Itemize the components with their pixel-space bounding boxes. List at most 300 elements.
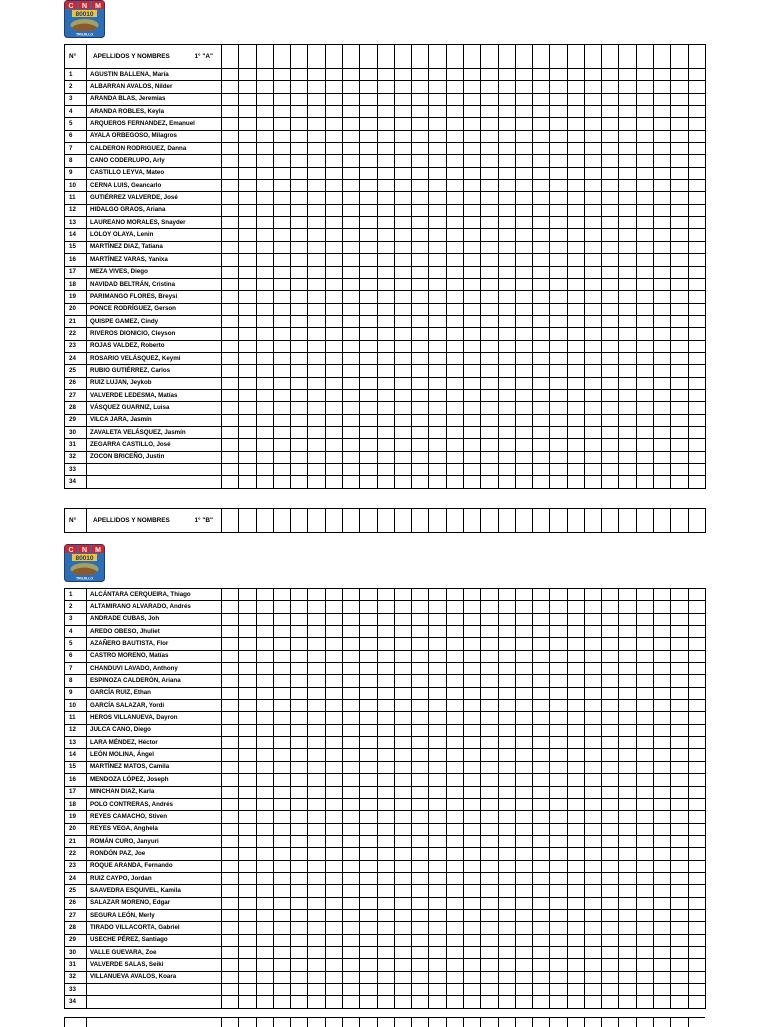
- grade-cell[interactable]: [636, 414, 653, 426]
- grade-cell[interactable]: [429, 377, 446, 389]
- grade-cell[interactable]: [325, 712, 342, 724]
- grade-cell[interactable]: [550, 81, 567, 93]
- grade-cell[interactable]: [342, 451, 359, 463]
- grade-cell[interactable]: [256, 626, 273, 638]
- grade-cell[interactable]: [463, 130, 480, 142]
- grade-cell[interactable]: [394, 700, 411, 712]
- grade-cell[interactable]: [222, 45, 239, 69]
- grade-cell[interactable]: [533, 130, 550, 142]
- grade-cell[interactable]: [412, 45, 429, 69]
- grade-cell[interactable]: [239, 860, 256, 872]
- grade-cell[interactable]: [567, 254, 584, 266]
- grade-cell[interactable]: [515, 601, 532, 613]
- grade-cell[interactable]: [256, 192, 273, 204]
- grade-cell[interactable]: [394, 959, 411, 971]
- grade-cell[interactable]: [533, 278, 550, 290]
- grade-cell[interactable]: [377, 687, 394, 699]
- grade-cell[interactable]: [325, 835, 342, 847]
- grade-cell[interactable]: [291, 650, 308, 662]
- grade-cell[interactable]: [481, 389, 498, 401]
- grade-cell[interactable]: [360, 217, 377, 229]
- grade-cell[interactable]: [654, 389, 671, 401]
- grade-cell[interactable]: [273, 389, 290, 401]
- grade-cell[interactable]: [360, 1018, 377, 1027]
- grade-cell[interactable]: [584, 786, 601, 798]
- grade-cell[interactable]: [342, 996, 359, 1008]
- grade-cell[interactable]: [429, 675, 446, 687]
- grade-cell[interactable]: [222, 687, 239, 699]
- grade-cell[interactable]: [463, 885, 480, 897]
- grade-cell[interactable]: [533, 860, 550, 872]
- grade-cell[interactable]: [654, 897, 671, 909]
- grade-cell[interactable]: [291, 315, 308, 327]
- grade-cell[interactable]: [463, 180, 480, 192]
- grade-cell[interactable]: [446, 69, 463, 81]
- grade-cell[interactable]: [446, 81, 463, 93]
- grade-cell[interactable]: [273, 971, 290, 983]
- grade-cell[interactable]: [342, 675, 359, 687]
- grade-cell[interactable]: [533, 254, 550, 266]
- grade-cell[interactable]: [463, 352, 480, 364]
- grade-cell[interactable]: [498, 811, 515, 823]
- grade-cell[interactable]: [550, 106, 567, 118]
- grade-cell[interactable]: [394, 675, 411, 687]
- grade-cell[interactable]: [394, 118, 411, 130]
- grade-cell[interactable]: [619, 737, 636, 749]
- grade-cell[interactable]: [446, 340, 463, 352]
- grade-cell[interactable]: [688, 984, 705, 996]
- grade-cell[interactable]: [222, 81, 239, 93]
- grade-cell[interactable]: [256, 996, 273, 1008]
- grade-cell[interactable]: [498, 749, 515, 761]
- grade-cell[interactable]: [342, 737, 359, 749]
- grade-cell[interactable]: [222, 860, 239, 872]
- grade-cell[interactable]: [377, 303, 394, 315]
- grade-cell[interactable]: [377, 130, 394, 142]
- grade-cell[interactable]: [481, 81, 498, 93]
- grade-cell[interactable]: [515, 971, 532, 983]
- grade-cell[interactable]: [567, 872, 584, 884]
- grade-cell[interactable]: [446, 712, 463, 724]
- grade-cell[interactable]: [325, 860, 342, 872]
- grade-cell[interactable]: [584, 155, 601, 167]
- grade-cell[interactable]: [239, 626, 256, 638]
- grade-cell[interactable]: [429, 724, 446, 736]
- grade-cell[interactable]: [394, 984, 411, 996]
- grade-cell[interactable]: [654, 909, 671, 921]
- grade-cell[interactable]: [688, 509, 705, 533]
- grade-cell[interactable]: [360, 143, 377, 155]
- grade-cell[interactable]: [636, 638, 653, 650]
- grade-cell[interactable]: [360, 45, 377, 69]
- grade-cell[interactable]: [308, 81, 325, 93]
- grade-cell[interactable]: [222, 377, 239, 389]
- grade-cell[interactable]: [688, 946, 705, 958]
- grade-cell[interactable]: [239, 352, 256, 364]
- grade-cell[interactable]: [515, 315, 532, 327]
- grade-cell[interactable]: [567, 737, 584, 749]
- grade-cell[interactable]: [636, 451, 653, 463]
- grade-cell[interactable]: [377, 69, 394, 81]
- grade-cell[interactable]: [533, 811, 550, 823]
- grade-cell[interactable]: [308, 700, 325, 712]
- grade-cell[interactable]: [222, 143, 239, 155]
- grade-cell[interactable]: [429, 909, 446, 921]
- grade-cell[interactable]: [377, 811, 394, 823]
- grade-cell[interactable]: [619, 909, 636, 921]
- grade-cell[interactable]: [584, 130, 601, 142]
- grade-cell[interactable]: [636, 811, 653, 823]
- grade-cell[interactable]: [394, 712, 411, 724]
- grade-cell[interactable]: [463, 402, 480, 414]
- grade-cell[interactable]: [394, 439, 411, 451]
- grade-cell[interactable]: [412, 761, 429, 773]
- grade-cell[interactable]: [602, 426, 619, 438]
- grade-cell[interactable]: [584, 749, 601, 761]
- grade-cell[interactable]: [342, 155, 359, 167]
- grade-cell[interactable]: [394, 143, 411, 155]
- grade-cell[interactable]: [325, 241, 342, 253]
- grade-cell[interactable]: [394, 909, 411, 921]
- grade-cell[interactable]: [429, 180, 446, 192]
- grade-cell[interactable]: [256, 650, 273, 662]
- grade-cell[interactable]: [412, 934, 429, 946]
- grade-cell[interactable]: [222, 774, 239, 786]
- grade-cell[interactable]: [222, 340, 239, 352]
- grade-cell[interactable]: [308, 315, 325, 327]
- grade-cell[interactable]: [256, 377, 273, 389]
- grade-cell[interactable]: [412, 464, 429, 476]
- grade-cell[interactable]: [654, 934, 671, 946]
- grade-cell[interactable]: [256, 749, 273, 761]
- grade-cell[interactable]: [654, 737, 671, 749]
- grade-cell[interactable]: [394, 167, 411, 179]
- grade-cell[interactable]: [360, 509, 377, 533]
- grade-cell[interactable]: [222, 909, 239, 921]
- grade-cell[interactable]: [291, 984, 308, 996]
- grade-cell[interactable]: [515, 439, 532, 451]
- grade-cell[interactable]: [602, 687, 619, 699]
- grade-cell[interactable]: [222, 922, 239, 934]
- grade-cell[interactable]: [273, 774, 290, 786]
- grade-cell[interactable]: [412, 167, 429, 179]
- grade-cell[interactable]: [671, 254, 688, 266]
- grade-cell[interactable]: [446, 638, 463, 650]
- grade-cell[interactable]: [636, 229, 653, 241]
- grade-cell[interactable]: [481, 266, 498, 278]
- grade-cell[interactable]: [429, 774, 446, 786]
- grade-cell[interactable]: [567, 589, 584, 601]
- grade-cell[interactable]: [377, 712, 394, 724]
- grade-cell[interactable]: [654, 414, 671, 426]
- grade-cell[interactable]: [325, 909, 342, 921]
- grade-cell[interactable]: [498, 192, 515, 204]
- grade-cell[interactable]: [567, 1018, 584, 1027]
- grade-cell[interactable]: [360, 798, 377, 810]
- grade-cell[interactable]: [239, 229, 256, 241]
- grade-cell[interactable]: [394, 872, 411, 884]
- grade-cell[interactable]: [325, 303, 342, 315]
- grade-cell[interactable]: [412, 848, 429, 860]
- grade-cell[interactable]: [360, 167, 377, 179]
- grade-cell[interactable]: [256, 118, 273, 130]
- grade-cell[interactable]: [273, 848, 290, 860]
- grade-cell[interactable]: [273, 663, 290, 675]
- grade-cell[interactable]: [533, 786, 550, 798]
- grade-cell[interactable]: [688, 823, 705, 835]
- grade-cell[interactable]: [463, 675, 480, 687]
- grade-cell[interactable]: [463, 241, 480, 253]
- grade-cell[interactable]: [567, 724, 584, 736]
- grade-cell[interactable]: [291, 885, 308, 897]
- grade-cell[interactable]: [342, 254, 359, 266]
- grade-cell[interactable]: [446, 774, 463, 786]
- grade-cell[interactable]: [256, 389, 273, 401]
- grade-cell[interactable]: [671, 601, 688, 613]
- grade-cell[interactable]: [671, 984, 688, 996]
- grade-cell[interactable]: [602, 204, 619, 216]
- grade-cell[interactable]: [446, 426, 463, 438]
- grade-cell[interactable]: [377, 389, 394, 401]
- grade-cell[interactable]: [239, 848, 256, 860]
- grade-cell[interactable]: [584, 464, 601, 476]
- grade-cell[interactable]: [550, 340, 567, 352]
- grade-cell[interactable]: [584, 180, 601, 192]
- grade-cell[interactable]: [463, 909, 480, 921]
- grade-cell[interactable]: [515, 650, 532, 662]
- grade-cell[interactable]: [429, 823, 446, 835]
- grade-cell[interactable]: [342, 266, 359, 278]
- grade-cell[interactable]: [222, 996, 239, 1008]
- grade-cell[interactable]: [412, 663, 429, 675]
- grade-cell[interactable]: [273, 476, 290, 488]
- grade-cell[interactable]: [325, 786, 342, 798]
- grade-cell[interactable]: [325, 774, 342, 786]
- grade-cell[interactable]: [550, 613, 567, 625]
- grade-cell[interactable]: [515, 700, 532, 712]
- grade-cell[interactable]: [446, 922, 463, 934]
- grade-cell[interactable]: [636, 402, 653, 414]
- grade-cell[interactable]: [636, 589, 653, 601]
- grade-cell[interactable]: [394, 737, 411, 749]
- grade-cell[interactable]: [498, 872, 515, 884]
- grade-cell[interactable]: [446, 996, 463, 1008]
- grade-cell[interactable]: [567, 749, 584, 761]
- grade-cell[interactable]: [291, 737, 308, 749]
- grade-cell[interactable]: [498, 130, 515, 142]
- grade-cell[interactable]: [636, 946, 653, 958]
- grade-cell[interactable]: [654, 315, 671, 327]
- grade-cell[interactable]: [654, 402, 671, 414]
- grade-cell[interactable]: [256, 811, 273, 823]
- grade-cell[interactable]: [222, 167, 239, 179]
- grade-cell[interactable]: [308, 811, 325, 823]
- grade-cell[interactable]: [498, 414, 515, 426]
- grade-cell[interactable]: [325, 724, 342, 736]
- grade-cell[interactable]: [515, 613, 532, 625]
- grade-cell[interactable]: [239, 451, 256, 463]
- grade-cell[interactable]: [273, 180, 290, 192]
- grade-cell[interactable]: [550, 278, 567, 290]
- grade-cell[interactable]: [550, 402, 567, 414]
- grade-cell[interactable]: [256, 167, 273, 179]
- grade-cell[interactable]: [412, 798, 429, 810]
- grade-cell[interactable]: [446, 823, 463, 835]
- grade-cell[interactable]: [498, 155, 515, 167]
- grade-cell[interactable]: [533, 946, 550, 958]
- grade-cell[interactable]: [256, 724, 273, 736]
- grade-cell[interactable]: [463, 811, 480, 823]
- grade-cell[interactable]: [291, 106, 308, 118]
- grade-cell[interactable]: [515, 464, 532, 476]
- grade-cell[interactable]: [325, 946, 342, 958]
- grade-cell[interactable]: [429, 414, 446, 426]
- grade-cell[interactable]: [533, 143, 550, 155]
- grade-cell[interactable]: [377, 761, 394, 773]
- grade-cell[interactable]: [654, 130, 671, 142]
- grade-cell[interactable]: [360, 934, 377, 946]
- grade-cell[interactable]: [429, 45, 446, 69]
- grade-cell[interactable]: [308, 303, 325, 315]
- grade-cell[interactable]: [602, 389, 619, 401]
- grade-cell[interactable]: [394, 761, 411, 773]
- grade-cell[interactable]: [463, 946, 480, 958]
- grade-cell[interactable]: [602, 984, 619, 996]
- grade-cell[interactable]: [550, 229, 567, 241]
- grade-cell[interactable]: [463, 1018, 480, 1027]
- grade-cell[interactable]: [688, 143, 705, 155]
- grade-cell[interactable]: [584, 241, 601, 253]
- grade-cell[interactable]: [550, 835, 567, 847]
- grade-cell[interactable]: [602, 291, 619, 303]
- grade-cell[interactable]: [602, 45, 619, 69]
- grade-cell[interactable]: [481, 439, 498, 451]
- grade-cell[interactable]: [273, 81, 290, 93]
- grade-cell[interactable]: [412, 241, 429, 253]
- grade-cell[interactable]: [567, 848, 584, 860]
- grade-cell[interactable]: [412, 589, 429, 601]
- grade-cell[interactable]: [533, 365, 550, 377]
- grade-cell[interactable]: [360, 93, 377, 105]
- grade-cell[interactable]: [688, 675, 705, 687]
- grade-cell[interactable]: [394, 180, 411, 192]
- grade-cell[interactable]: [567, 509, 584, 533]
- grade-cell[interactable]: [602, 626, 619, 638]
- grade-cell[interactable]: [481, 934, 498, 946]
- grade-cell[interactable]: [412, 291, 429, 303]
- grade-cell[interactable]: [602, 377, 619, 389]
- grade-cell[interactable]: [584, 675, 601, 687]
- grade-cell[interactable]: [239, 687, 256, 699]
- grade-cell[interactable]: [446, 798, 463, 810]
- grade-cell[interactable]: [222, 823, 239, 835]
- grade-cell[interactable]: [291, 451, 308, 463]
- grade-cell[interactable]: [377, 192, 394, 204]
- grade-cell[interactable]: [446, 971, 463, 983]
- grade-cell[interactable]: [342, 45, 359, 69]
- grade-cell[interactable]: [688, 700, 705, 712]
- grade-cell[interactable]: [688, 130, 705, 142]
- grade-cell[interactable]: [308, 241, 325, 253]
- grade-cell[interactable]: [256, 798, 273, 810]
- grade-cell[interactable]: [308, 217, 325, 229]
- grade-cell[interactable]: [429, 712, 446, 724]
- grade-cell[interactable]: [291, 229, 308, 241]
- grade-cell[interactable]: [342, 180, 359, 192]
- grade-cell[interactable]: [256, 786, 273, 798]
- grade-cell[interactable]: [619, 724, 636, 736]
- grade-cell[interactable]: [498, 402, 515, 414]
- grade-cell[interactable]: [515, 229, 532, 241]
- grade-cell[interactable]: [533, 464, 550, 476]
- grade-cell[interactable]: [412, 451, 429, 463]
- grade-cell[interactable]: [654, 217, 671, 229]
- grade-cell[interactable]: [394, 414, 411, 426]
- grade-cell[interactable]: [239, 798, 256, 810]
- grade-cell[interactable]: [273, 687, 290, 699]
- grade-cell[interactable]: [567, 613, 584, 625]
- grade-cell[interactable]: [688, 749, 705, 761]
- grade-cell[interactable]: [567, 934, 584, 946]
- grade-cell[interactable]: [688, 885, 705, 897]
- grade-cell[interactable]: [308, 204, 325, 216]
- grade-cell[interactable]: [256, 451, 273, 463]
- grade-cell[interactable]: [446, 811, 463, 823]
- grade-cell[interactable]: [429, 69, 446, 81]
- grade-cell[interactable]: [515, 885, 532, 897]
- grade-cell[interactable]: [342, 971, 359, 983]
- grade-cell[interactable]: [550, 365, 567, 377]
- grade-cell[interactable]: [498, 675, 515, 687]
- grade-cell[interactable]: [291, 414, 308, 426]
- grade-cell[interactable]: [222, 712, 239, 724]
- grade-cell[interactable]: [308, 724, 325, 736]
- grade-cell[interactable]: [550, 414, 567, 426]
- grade-cell[interactable]: [636, 712, 653, 724]
- grade-cell[interactable]: [308, 601, 325, 613]
- grade-cell[interactable]: [239, 589, 256, 601]
- grade-cell[interactable]: [325, 254, 342, 266]
- grade-cell[interactable]: [239, 971, 256, 983]
- grade-cell[interactable]: [308, 414, 325, 426]
- grade-cell[interactable]: [550, 712, 567, 724]
- grade-cell[interactable]: [412, 996, 429, 1008]
- grade-cell[interactable]: [239, 749, 256, 761]
- grade-cell[interactable]: [619, 204, 636, 216]
- grade-cell[interactable]: [619, 774, 636, 786]
- grade-cell[interactable]: [446, 885, 463, 897]
- grade-cell[interactable]: [239, 823, 256, 835]
- grade-cell[interactable]: [291, 601, 308, 613]
- grade-cell[interactable]: [654, 365, 671, 377]
- grade-cell[interactable]: [394, 69, 411, 81]
- grade-cell[interactable]: [446, 934, 463, 946]
- grade-cell[interactable]: [325, 761, 342, 773]
- grade-cell[interactable]: [308, 712, 325, 724]
- grade-cell[interactable]: [412, 93, 429, 105]
- grade-cell[interactable]: [584, 996, 601, 1008]
- grade-cell[interactable]: [602, 601, 619, 613]
- grade-cell[interactable]: [360, 229, 377, 241]
- grade-cell[interactable]: [394, 241, 411, 253]
- grade-cell[interactable]: [325, 180, 342, 192]
- grade-cell[interactable]: [463, 996, 480, 1008]
- grade-cell[interactable]: [602, 167, 619, 179]
- grade-cell[interactable]: [308, 663, 325, 675]
- grade-cell[interactable]: [481, 835, 498, 847]
- grade-cell[interactable]: [377, 93, 394, 105]
- grade-cell[interactable]: [412, 700, 429, 712]
